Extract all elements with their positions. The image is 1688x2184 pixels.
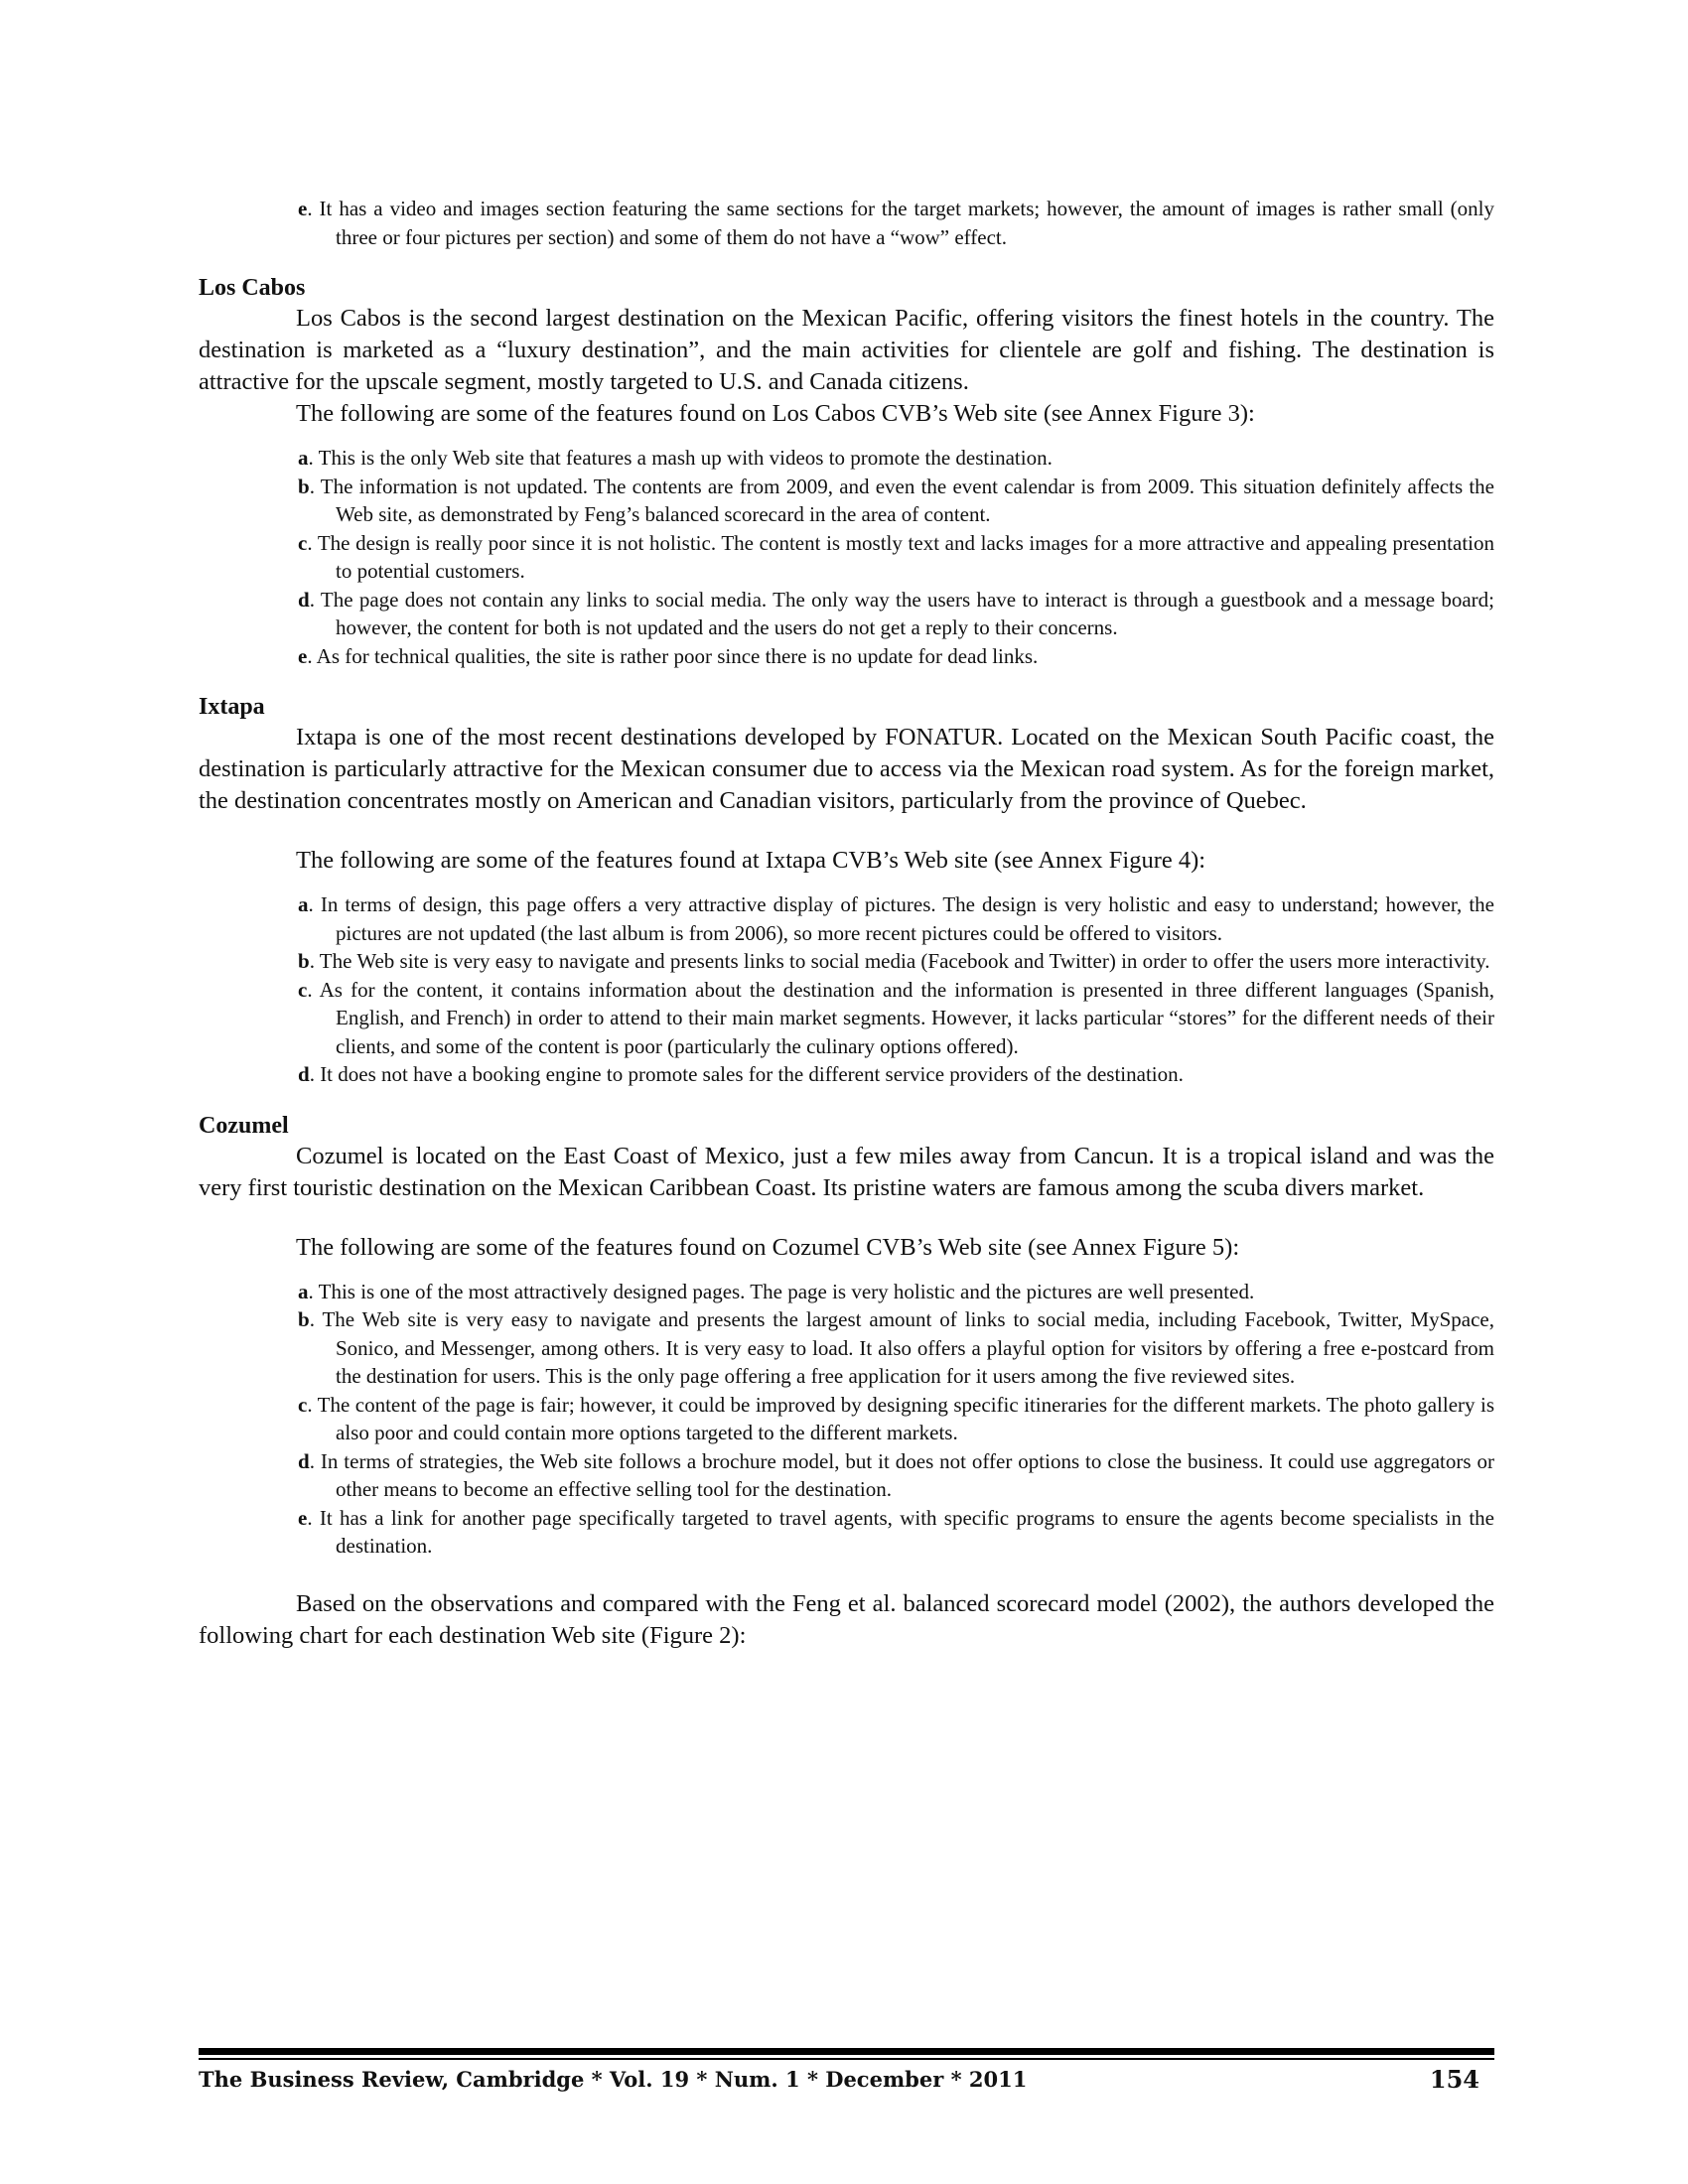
paragraph-ixtapa: Ixtapa is one of the most recent destinations developed by FONATUR. Located on the Mexican South Pacific coast, the destination is particularly attractive for the Mexican consumer due to access via the Mexican road system. As for the foreign market, the destination concentrates mostly on American and Canadian visitors, particularly from the province of Quebec.	[199, 724, 1494, 814]
item-letter: c	[298, 530, 308, 555]
section-heading-los-cabos: Los Cabos	[199, 275, 306, 301]
item-letter: c	[298, 1392, 308, 1417]
list-item	[298, 586, 1494, 642]
list-item	[298, 473, 1494, 529]
list-item	[298, 1391, 1494, 1447]
list-item	[298, 1504, 1494, 1561]
paragraph-cozumel: Cozumel is located on the East Coast of Mexico, just a few miles away from Cancun. It is a tropical island and was the very first touristic destination on the Mexican Caribbean Coast. Its pristine waters are famous among the scuba divers market.	[199, 1142, 1494, 1201]
item-letter: d	[298, 1062, 310, 1086]
item-letter: e	[298, 1505, 308, 1530]
intro-list	[199, 195, 1494, 251]
item-text: . It has a video and images section featuring the same sections for the target markets; however, the amount of images is rather small (only three or four pictures per section) and some of them do not have a “wow” effect.	[307, 197, 1494, 249]
item-letter: e	[298, 197, 308, 220]
page-footer	[199, 2063, 1479, 2097]
page-number: 154	[1429, 2065, 1479, 2094]
footer-rule-thick	[199, 2048, 1494, 2055]
ixtapa-list	[199, 890, 1494, 1089]
list-item	[298, 529, 1494, 586]
item-letter: c	[298, 977, 308, 1002]
section-heading-ixtapa: Ixtapa	[199, 694, 265, 720]
list-item	[298, 890, 1494, 947]
item-letter: b	[298, 474, 310, 498]
intro-cozumel: The following are some of the features found on Cozumel CVB’s Web site (see Annex Figure 5):	[296, 1233, 1240, 1261]
item-letter: b	[298, 1307, 310, 1331]
item-text: . The Web site is very easy to navigate and presents links to social media (Facebook and Twitter) in order to offer the users more interactivity.	[309, 949, 1490, 973]
footer-rule-thin	[199, 2058, 1494, 2060]
list-item	[298, 1278, 1494, 1306]
item-text: . This is one of the most attractively designed pages. The page is very holistic and the pictures are well presented.	[308, 1279, 1255, 1303]
list-item	[298, 444, 1494, 473]
item-text: . In terms of strategies, the Web site follows a brochure model, but it does not offer options to close the business. It could use aggregators or other means to become an effective selling tool for the destination.	[309, 1448, 1494, 1501]
item-text: . The Web site is very easy to navigate and presents the largest amount of links to social media, including Facebook, Twitter, MySpace, Sonico, and Messenger, among others. It is very easy to load. It also offers a playful option for visitors by offering a free e-postcard from the destination for users. This is the only page offering a free application for it users among the five reviewed sites.	[309, 1307, 1494, 1388]
list-item	[298, 1305, 1494, 1391]
item-text: . As for technical qualities, the site is rather poor since there is no update for dead links.	[307, 643, 1039, 668]
item-text: . The content of the page is fair; however, it could be improved by designing specific itineraries for the different markets. The photo gallery is also poor and could contain more options targeted to the different markets.	[307, 1392, 1494, 1444]
paragraph-los-cabos: Los Cabos is the second largest destination on the Mexican Pacific, offering visitors the finest hotels in the country. The destination is marketed as a “luxury destination”, and the main activities for clientele are golf and fishing. The destination is attractive for the upscale segment, mostly targeted to U.S. and Canada citizens.	[199, 305, 1494, 395]
page-body	[199, 195, 1494, 1652]
item-text: . It has a link for another page specifically targeted to travel agents, with specific programs to ensure the agents become specialists in the destination.	[307, 1505, 1494, 1558]
item-text: . It does not have a booking engine to promote sales for the different service providers of the destination.	[309, 1062, 1184, 1086]
item-letter: d	[298, 1448, 310, 1473]
item-text: . The design is really poor since it is not holistic. The content is mostly text and lacks images for a more attractive and appealing presentation to potential customers.	[307, 530, 1494, 583]
list-item	[298, 1447, 1494, 1504]
item-text: . As for the content, it contains information about the destination and the information is presented in three different languages (Spanish, English, and French) in order to attend to their main market segments. However, it lacks particular “stores” for the different needs of their clients, and some of the content is poor (particularly the culinary options offered).	[307, 977, 1494, 1058]
item-letter: b	[298, 949, 310, 973]
item-letter: a	[298, 892, 309, 916]
item-letter: e	[298, 643, 308, 668]
los-cabos-list	[199, 444, 1494, 670]
item-text: . This is the only Web site that features a mash up with videos to promote the destination.	[308, 446, 1053, 470]
item-text: . The page does not contain any links to social media. The only way the users have to interact is through a guestbook and a message board; however, the content for both is not updated and the users do not get a reply to their concerns.	[309, 587, 1494, 639]
list-item	[298, 1060, 1494, 1089]
item-text: . In terms of design, this page offers a very attractive display of pictures. The design is very holistic and easy to understand; however, the pictures are not updated (the last album is from 2006), so more recent pictures could be offered to visitors.	[308, 892, 1494, 945]
item-letter: a	[298, 446, 309, 470]
list-item	[298, 642, 1494, 671]
item-letter: d	[298, 587, 310, 612]
conclusion-paragraph: Based on the observations and compared with the Feng et al. balanced scorecard model (2002), the authors developed the following chart for each destination Web site (Figure 2):	[199, 1589, 1494, 1649]
list-item	[298, 976, 1494, 1061]
list-item	[298, 947, 1494, 976]
item-letter: a	[298, 1279, 309, 1303]
intro-los-cabos: The following are some of the features found on Los Cabos CVB’s Web site (see Annex Figure 3):	[296, 400, 1255, 427]
section-heading-cozumel: Cozumel	[199, 1112, 289, 1139]
list-item	[298, 195, 1494, 251]
intro-ixtapa: The following are some of the features found at Ixtapa CVB’s Web site (see Annex Figure 4):	[296, 847, 1206, 874]
item-text: . The information is not updated. The contents are from 2009, and even the event calendar is from 2009. This situation definitely affects the Web site, as demonstrated by Feng’s balanced scorecard in the area of content.	[309, 474, 1494, 526]
cozumel-list	[199, 1278, 1494, 1561]
journal-citation: The Business Review, Cambridge * Vol. 19 * Num. 1 * December * 2011	[199, 2067, 1028, 2092]
